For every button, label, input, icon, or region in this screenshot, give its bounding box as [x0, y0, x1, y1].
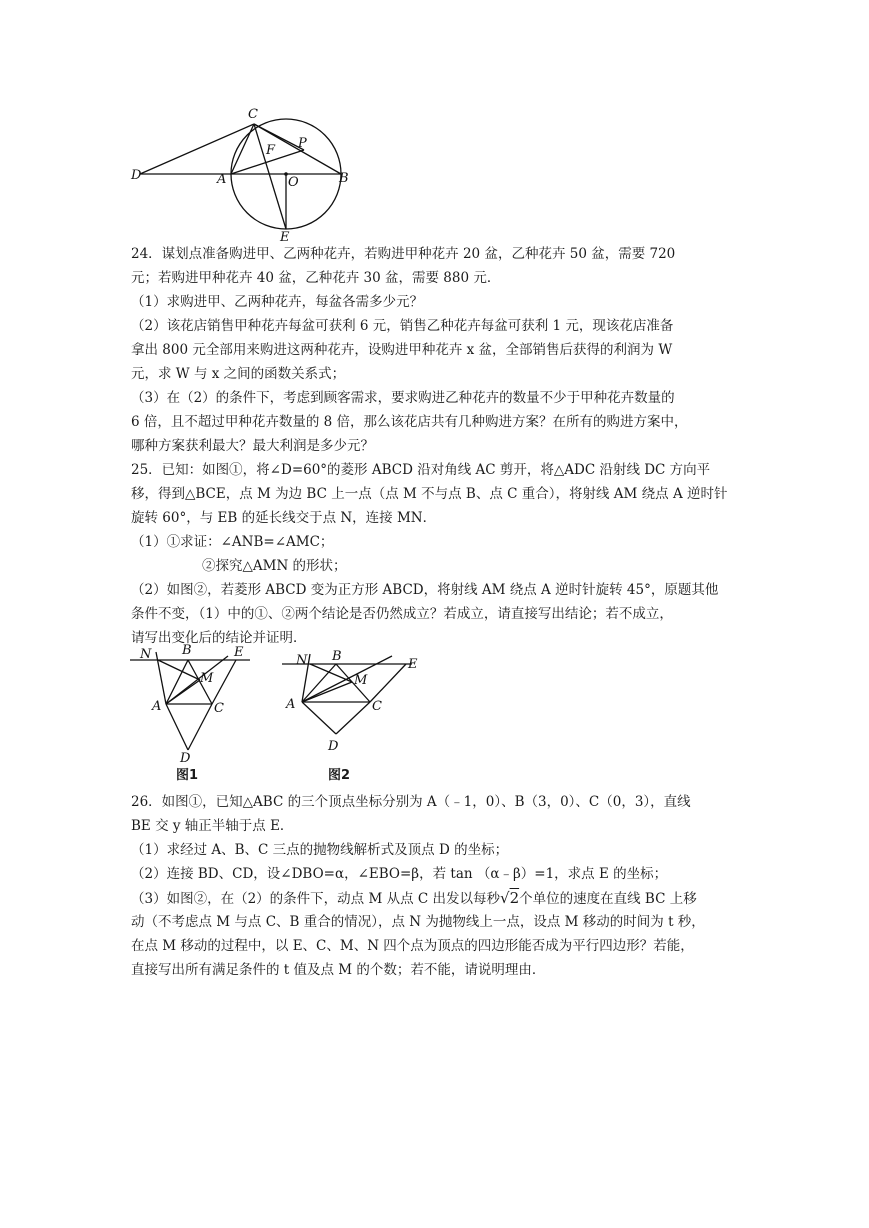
- q26-line-4: （2）连接 BD、CD，设∠DBO=α，∠EBO=β，若 tan （α﹣β）=1，求点 E 的坐标；: [131, 866, 668, 882]
- q24-line-4: （2）该花店销售甲种花卉每盆可获利 6 元，销售乙种花卉每盆可获利 1 元，现该花店准备: [131, 318, 674, 334]
- label-b: B: [339, 171, 349, 186]
- fig2-label-n: N: [296, 653, 308, 668]
- fig2-line-ad: [302, 702, 336, 734]
- q26-line-6: 动（不考虑点 M 与点 C、B 重合的情况），点 N 为抛物线上一点，设点 M 移动的时间为 t 秒，: [131, 914, 705, 930]
- line-cp: [254, 124, 304, 150]
- figure-1: [128, 642, 258, 764]
- fig2-line-dc: [336, 702, 370, 734]
- q24-line-7: （3）在（2）的条件下，考虑到顾客需求，要求购进乙种花卉的数量不少于甲种花卉数量的: [131, 390, 675, 406]
- q26-line-7: 在点 M 移动的过程中，以 E、C、M、N 四个点为顶点的四边形能否成为平行四边形？若能，: [131, 938, 694, 954]
- q26-line-5-post: 个单位的速度在直线 BC 上移: [519, 891, 697, 907]
- fig1-line-ab: [166, 660, 188, 704]
- fig2-label-m: M: [354, 673, 368, 688]
- q25-line-1: 25．已知：如图①，将∠D=60°的菱形 ABCD 沿对角线 AC 剪开，将△ADC 沿射线 DC 方向平: [131, 462, 711, 478]
- q24-line-9: 哪种方案获利最大？最大利润是多少元？: [131, 438, 374, 454]
- figure-1-caption: 图1: [176, 768, 199, 783]
- fig1-label-b: B: [182, 643, 192, 658]
- q25-line-5: ②探究△AMN 的形状；: [202, 558, 347, 574]
- fig2-label-c: C: [372, 699, 382, 714]
- fig1-line-ce: [212, 660, 236, 704]
- fig1-label-c: C: [214, 701, 224, 716]
- q24-line-8: 6 倍，且不超过甲种花卉数量的 8 倍，那么该花店共有几种购进方案？在所有的购进方案中，: [131, 414, 688, 430]
- fig1-label-d: D: [180, 751, 191, 764]
- q25-line-7: 条件不变，（1）中的①、②两个结论是否仍然成立？若成立，请直接写出结论；若不成立，: [131, 606, 673, 622]
- fig2-line-am: [302, 682, 352, 702]
- line-ca: [231, 124, 254, 174]
- fig2-label-b: B: [332, 649, 342, 664]
- fig1-label-a: A: [152, 699, 162, 714]
- label-a: A: [217, 172, 227, 187]
- q25-line-3: 旋转 60°，与 EB 的延长线交于点 N，连接 MN．: [131, 510, 437, 526]
- q24-line-3: （1）求购进甲、乙两种花卉，每盆各需多少元？: [131, 294, 424, 310]
- fig1-line-ad: [166, 704, 188, 750]
- sqrt-two: √2: [500, 889, 520, 907]
- fig2-label-e: E: [408, 657, 418, 672]
- q24-line-5: 拿出 800 元全部用来购进这两种花卉，设购进甲种花卉 x 盆，全部销售后获得的利润为 W: [131, 342, 673, 358]
- fig2-label-a: A: [286, 697, 296, 712]
- label-d: D: [131, 168, 142, 183]
- q24-line-1: 24．谋划点准备购进甲、乙两种花卉，若购进甲种花卉 20 盆，乙种花卉 50 盆，需要 720: [131, 246, 676, 262]
- figure-2-caption: 图2: [328, 768, 351, 783]
- q25-line-6: （2）如图②，若菱形 ABCD 变为正方形 ABCD，将射线 AM 绕点 A 逆时针旋转 45°，原题其他: [131, 582, 719, 598]
- label-e: E: [280, 230, 290, 245]
- fig2-line-ext: [302, 656, 392, 702]
- q25-line-4: （1）①求证：∠ANB=∠AMC；: [131, 534, 334, 550]
- q24-line-6: 元，求 W 与 x 之间的函数关系式；: [131, 366, 346, 382]
- q26-line-2: BE 交 y 轴正半轴于点 E．: [131, 818, 294, 834]
- q26-line-8: 直接写出所有满足条件的 t 值及点 M 的个数；若不能，请说明理由．: [131, 962, 546, 978]
- circle-figure: [128, 104, 360, 246]
- fig1-label-n: N: [140, 647, 152, 662]
- label-p: P: [298, 136, 307, 151]
- label-o: O: [288, 175, 299, 190]
- q26-line-3: （1）求经过 A、B、C 三点的抛物线解析式及顶点 D 的坐标；: [131, 842, 509, 858]
- fig1-label-e: E: [234, 645, 244, 660]
- q25-line-8: 请写出变化后的结论并证明．: [131, 630, 307, 646]
- q26-line-5-pre: （3）如图②，在（2）的条件下，动点 M 从点 C 出发以每秒: [131, 891, 500, 907]
- fig2-label-d: D: [328, 739, 339, 754]
- fig1-line-ext: [166, 656, 228, 704]
- q25-line-2: 移，得到△BCE，点 M 为边 BC 上一点（点 M 不与点 B、点 C 重合），将射线 AM 绕点 A 逆时针: [131, 486, 728, 502]
- fig1-line-dc: [188, 704, 212, 750]
- label-c: C: [248, 107, 258, 122]
- sqrt-radicand: 2: [509, 889, 520, 907]
- q26-line-1: 26．如图①，已知△ABC 的三个顶点坐标分别为 A（﹣1，0）、B（3，0）、C（0，3），直线: [131, 794, 691, 810]
- fig2-line-ce: [370, 664, 406, 702]
- q24-line-2: 元；若购进甲种花卉 40 盆，乙种花卉 30 盆，需要 880 元．: [131, 270, 501, 286]
- fig1-label-m: M: [200, 671, 214, 686]
- q26-line-5: [131, 888, 697, 909]
- figure-2: [282, 646, 424, 764]
- label-f: F: [266, 143, 276, 158]
